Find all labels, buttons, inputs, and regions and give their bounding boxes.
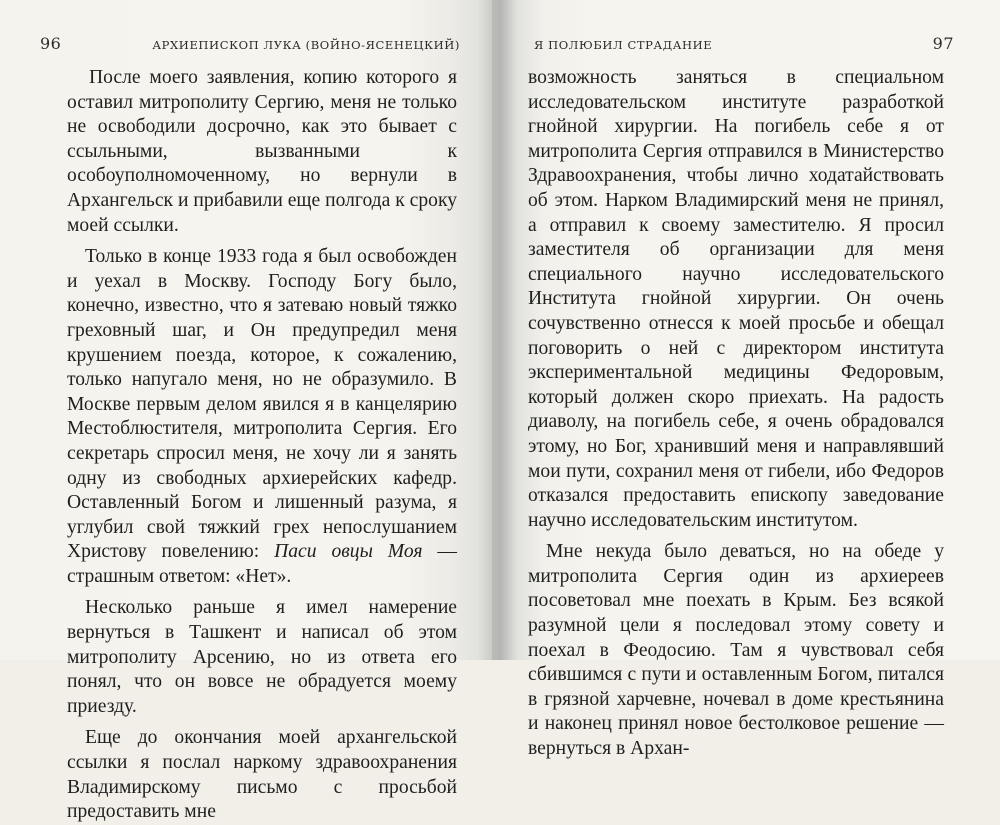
- left-paragraph-2: [67, 245, 457, 589]
- left-page: [0, 0, 492, 823]
- right-paragraph-2: Мне некуда было деваться, но на обеде у митрополита Сергия один из архиереев посоветовал мне поехать в Крым. Без всякой разумной цели я последовал этому совету и поехал в Феодосию. Там я чувствовал себя сбившимся с пути и оставленным Богом, питался в грязной харчевне, ночевал в доме крестьянина и наконец принял новое бестолковое решение — вернуться в Архан-: [528, 541, 944, 760]
- right-running-head: [534, 34, 954, 53]
- left-running-head-title: АРХИЕПИСКОП ЛУКА (ВОЙНО-ЯСЕНЕЦКИЙ): [152, 38, 460, 52]
- left-page-number: 96: [40, 34, 62, 53]
- right-paragraph-1: возможность заняться в специальном исследовательском институте разработкой гнойной хирургии. На погибель себе я от митрополита Сергия отправился в Министерство Здравоохранения, чтобы лично ходатайствовать об этом. Нарком Владимирский меня не принял, а отправил к своему заместителю. Я просил заместителя об организации для меня специального научно исследовательского Института гнойной хирургии. Он очень сочувственно отнесся к моей просьбе и обещал поговорить о ней с директором института экспериментальной медицины Федоровым, который должен скоро приехать. На радость диаволу, на погибель себе, я очень обрадовался этому, но Бог, хранивший меня и направлявший мои пути, сохранил меня от гибели, ибо Федоров отказался предоставить епископу заведование научно исследовательским институтом.: [528, 67, 944, 531]
- left-paragraph-2-italic-quote: Паси овцы Моя: [274, 541, 423, 563]
- left-paragraph-4: Еще до окончания моей архангельской ссылки я послал наркому здравоохранения Владимирскому письмо с просьбой предоставить мне: [67, 727, 457, 823]
- left-paragraph-1: После моего заявления, копию которого я оставил митрополиту Сергию, меня не только не освободили досрочно, как это бывает с ссыльными, вызванными к особоуполномоченному, но вернули в Архангельск и прибавили еще полгода к сроку моей ссылки.: [67, 67, 457, 236]
- right-text-block: [528, 66, 944, 762]
- left-running-head: [40, 34, 460, 53]
- right-running-head-title: Я ПОЛЮБИЛ СТРАДАНИЕ: [534, 38, 713, 52]
- right-page-number: 97: [932, 34, 954, 53]
- left-text-block: [67, 66, 457, 825]
- left-paragraph-2-tail: — страшным ответом: «Нет».: [67, 541, 457, 587]
- left-paragraph-3: Несколько раньше я имел намерение вернуться в Ташкент и написал об этом митрополиту Арсению, но из ответа его понял, что он вовсе не обрадуется моему приезду.: [67, 597, 457, 717]
- right-page: [492, 0, 1000, 760]
- left-paragraph-2-text: Только в конце 1933 года я был освобожден и уехал в Москву. Господу Богу было, конечно, известно, что я затеваю новый тяжко греховный шаг, и Он предупредил меня крушением поезда, которое, к сожалению, только напугало меня, но не образумило. В Москве первым делом явился я в канцелярию Местоблюстителя, митрополита Сергия. Его секретарь спросил меня, не хочу ли я занять одну из свободных архиерейских кафедр. Оставленный Богом и лишенный разума, я углубил свой тяжкий грех непослушанием Христову повелению:: [67, 246, 457, 563]
